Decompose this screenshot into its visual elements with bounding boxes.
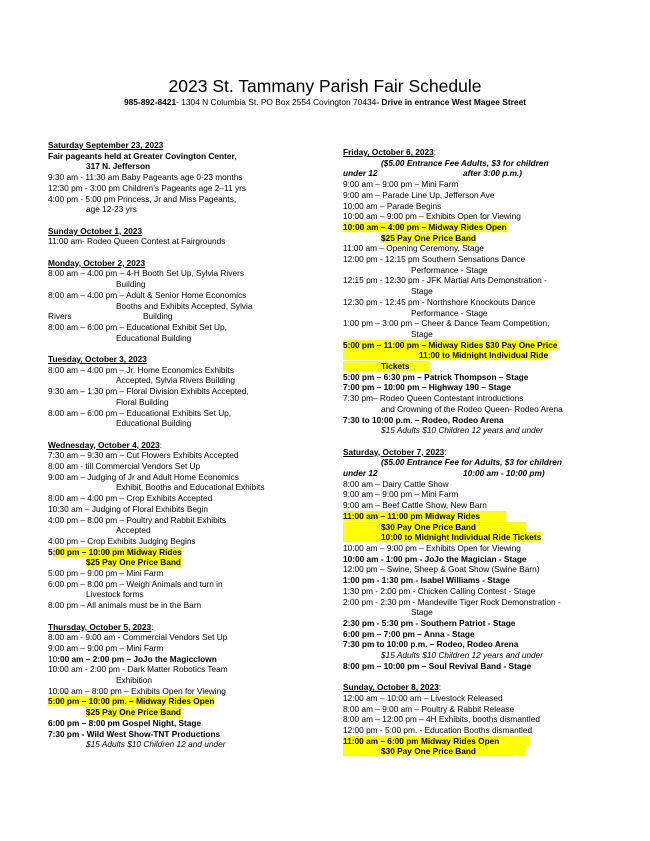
schedule-line: 6:00 pm – 8:00 pm – Weigh Animals and turn in bbox=[48, 578, 223, 589]
schedule-text: 10 bbox=[48, 653, 58, 664]
schedule-line: Booths and Exhibits Accepted, Sylvia bbox=[116, 300, 253, 311]
schedule-line: 8:00 am – 4:00 pm – Crop Exhibits Accepted bbox=[48, 493, 213, 504]
schedule-line: 4:00 pm – 8:00 pm – Poultry and Rabbit Exhibits bbox=[48, 514, 227, 525]
schedule-text: 10:00 am - 10:00 pm) bbox=[463, 468, 545, 479]
highlighted-text: 5:00 pm – 11:00 pm – Midway Rides $30 Pay One Price bbox=[343, 339, 558, 350]
schedule-line: 8:00 am – 6:00 pm – Educational Exhibit Set Up, bbox=[48, 321, 227, 332]
midway-highlight bbox=[343, 511, 611, 522]
page-title: 2023 St. Tammany Parish Fair Schedule bbox=[168, 76, 482, 96]
contact-line bbox=[0, 97, 650, 107]
schedule-text: 5 bbox=[48, 546, 53, 557]
schedule-line: Stage bbox=[411, 286, 433, 297]
day-heading: Thursday, October 5, 2023 bbox=[48, 621, 152, 632]
schedule-text: under 12 bbox=[343, 168, 378, 179]
day-section-sat-oct-7: Saturday, October 7, 2023: ($5.00 Entrance Fee for Adults, $3 for children under 12 10:00 am - 10:00 pm) 8:00 am – Dairy Cattle Show 9:00 am – 9:00 pm – Mini Farm 9:00 am – Beef Cattle Show, New Barn 11:00 am – 11:00 pm Midway Rides $30 Pay One Price Band 10:00 to Midnight Individual Ride Tickets 10:00 am – 9:00 pm – Exhibits Open for Viewing 10:00 am - 1:00 pm - JoJo the Magician - Stage 12:00 pm – Swine, Sheep & Goat Show (Swine Barn) 1:00 pm - 1:30 pm - Isabel Williams - Stage 1:30 pm - 2:00 pm - Chicken Calling Contest - Stage 2:00 pm - 2:30 pm - Mandeville Tiger Rock Demonstration - Stage 2:30 pm - 5:30 pm - Southern Patriot - Stage 6:00 pm – 7:00 pm – Anna - Stage 7:30 pm to 10:00 p.m. – Rodeo, Rodeo Arena $15 Adults $10 Children 12 years and under 8:00 pm – 10:00 pm – Soul Revival Band - Stage bbox=[343, 447, 611, 672]
schedule-line: 4:00 pm - 5:00 pm Princess, Jr and Miss Pageants, bbox=[48, 193, 237, 204]
schedule-line: 7:00 pm – 10:00 pm – Highway 190 – Stage bbox=[343, 382, 511, 393]
highlighted-text: $25 Pay One Price Band bbox=[86, 557, 182, 568]
day-section-wed-oct-4: Wednesday, October 4, 2023: 7:30 am – 9:30 am – Cut Flowers Exhibits Accepted 8:00 am - till Commercial Vendors Set Up 9:00 am – Judging of Jr and Adult Home Economics Exhibit, Booths and Educational Exhibits 8:00 am – 4:00 pm – Crop Exhibits Accepted 10:30 am – Judging of Floral Exhibits Begin 4:00 pm – 8:00 pm – Poultry and Rabbit Exhibits Accepted 4:00 pm – Crop Exhibits Judging Begins 5:00 pm – 10:00 pm Midway Rides $25 Pay One Price Band 5:00 pm – 9:00 pm – Mini Farm 6:00 pm – 8:00 pm – Weigh Animals and turn in Livestock forms 8:00 pm – All animals must be in the Barn bbox=[48, 440, 310, 611]
schedule-line: 8:00 am – 6:00 pm – Educational Exhibits Set Up, bbox=[48, 407, 232, 418]
schedule-line: 10:00 am – 9:00 pm – Exhibits Open for Viewing bbox=[343, 543, 521, 553]
highlighted-text: 11:00 am – 11:00 pm Midway Rides bbox=[343, 511, 506, 521]
schedule-line: Building bbox=[116, 279, 146, 290]
schedule-line: 7:30 pm– Rodeo Queen Contestant introductions bbox=[343, 393, 524, 404]
day-section-mon-oct-2 bbox=[48, 258, 310, 344]
schedule-line: 2:00 pm - 2:30 pm - Mandeville Tiger Rock Demonstration - bbox=[343, 596, 561, 607]
day-section-thu-oct-5: Thursday, October 5, 2023: 8:00 am - 9:00 am - Commercial Vendors Set Up 9:00 am – 9:00 pm – Mini Farm 10:00 am – 2:00 pm – JoJo the Magicclown 10:00 am - 2:00 pm - Dark Matter Robotics Team Exhibition 10:00 am – 8:00 pm – Exhibits Open for Viewing 5:00 pm – 10:00 pm. – Midway Rides Open $25 Pay One Price Band 6:00 pm – 8:00 pm Gospel Night, Stage 7:30 pm - Wild West Show-TNT Productions $15 Adults $10 Children 12 and under bbox=[48, 622, 310, 750]
schedule-line: 7:30 pm - Wild West Show-TNT Productions bbox=[48, 728, 221, 739]
highlighted-text: 11:00 to Midnight Individual Ride bbox=[343, 350, 548, 360]
schedule-line bbox=[48, 654, 310, 665]
schedule-text: after 3:00 p.m.) bbox=[463, 168, 523, 179]
schedule-line: 5:00 pm – 9:00 pm – Mini Farm bbox=[48, 568, 164, 579]
day-heading: Monday, October 2, 2023 bbox=[48, 257, 146, 268]
schedule-line: 12:00 pm - 12:15 pm Southern Sensations Dance bbox=[343, 254, 526, 265]
schedule-line: 9:30 am – 1:30 pm – Floral Division Exhibits Accepted, bbox=[48, 386, 249, 397]
midway-highlight bbox=[343, 532, 611, 543]
schedule-line: 7:30 pm to 10:00 p.m. – Rodeo, Rodeo Arena bbox=[343, 639, 519, 650]
schedule-text: :00 am – 2:00 pm – JoJo the Magicclown bbox=[57, 653, 217, 664]
schedule-line: 9:00 am – Judging of Jr and Adult Home Economics bbox=[48, 471, 239, 482]
day-heading: Saturday, October 7, 2023 bbox=[343, 446, 445, 457]
schedule-line: Stage bbox=[411, 607, 433, 618]
schedule-line: 9:00 am – Beef Cattle Show, New Barn bbox=[343, 500, 487, 511]
day-section-sun-oct-8: Sunday, October 8, 2023: 12:00 am – 10:00 am – Livestock Released 8:00 am – 9:00 am – Poultry & Rabbit Release 8:00 am – 12:00 pm – 4H Exhibits, booths dismantled 12:00 pm - 5:00 pm. - Education Booths dismantled 11:00 am – 6:00 pm Midway Rides Open $30 Pay One Price Band bbox=[343, 682, 611, 757]
midway-highlight bbox=[48, 696, 310, 707]
midway-highlight bbox=[343, 350, 611, 361]
schedule-line: 12:00 pm – Swine, Sheep & Goat Show (Swine Barn) bbox=[343, 564, 540, 575]
schedule-text: Building bbox=[143, 311, 173, 322]
schedule-line: 1:00 pm – 3:00 pm – Cheer & Dance Team Competition, bbox=[343, 318, 550, 329]
schedule-line: 6:00 pm – 7:00 pm – Anna - Stage bbox=[343, 628, 475, 639]
entrance-note: - Drive in entrance West Magee Street bbox=[376, 97, 527, 107]
schedule-line: Exhibit, Booths and Educational Exhibits bbox=[116, 482, 265, 493]
price-note: $15 Adults $10 Children 12 years and under bbox=[381, 425, 544, 436]
entrance-fee-note: ($5.00 Entrance Fee Adults, $3 for children bbox=[381, 157, 549, 168]
midway-highlight bbox=[343, 222, 611, 233]
schedule-line: 2:30 pm - 5:30 pm - Southern Patriot - Stage bbox=[343, 617, 516, 628]
schedule-line: Accepted bbox=[116, 525, 151, 536]
schedule-line: 7:30 am – 9:30 am – Cut Flowers Exhibits Accepted bbox=[48, 450, 239, 461]
highlighted-text: $25 Pay One Price Band bbox=[86, 707, 182, 718]
schedule-text: Rivers bbox=[48, 311, 72, 322]
schedule-line: 11:00 am – Opening Ceremony, Stage bbox=[343, 243, 484, 254]
schedule-line: 10:00 am – Parade Begins bbox=[343, 200, 442, 211]
schedule-line: Fair pageants held at Greater Covington Center, bbox=[48, 150, 237, 161]
schedule-line: 4:00 pm – Crop Exhibits Judging Begins bbox=[48, 535, 196, 546]
day-section-tue-oct-3 bbox=[48, 354, 310, 429]
left-column bbox=[48, 140, 310, 750]
schedule-line: 10:00 am - 1:00 pm - JoJo the Magician - Stage bbox=[343, 553, 527, 564]
entrance-fee-note: ($5.00 Entrance Fee for Adults, $3 for children bbox=[381, 457, 562, 468]
midway-highlight bbox=[48, 547, 310, 558]
schedule-line: 8:00 am – 12:00 pm – 4H Exhibits, booths dismantled bbox=[343, 714, 540, 725]
day-heading: Wednesday, October 4, 2023 bbox=[48, 439, 160, 450]
highlighted-text: Tickets bbox=[343, 361, 429, 371]
day-heading: Friday, October 6, 2023 bbox=[343, 147, 434, 157]
schedule-line: 9:00 am – Parade Line Up, Jefferson Ave bbox=[343, 189, 495, 200]
midway-highlight bbox=[343, 522, 611, 533]
midway-highlight bbox=[343, 233, 611, 244]
highlighted-text: $30 Pay One Price Band bbox=[343, 746, 526, 756]
midway-highlight bbox=[343, 361, 611, 372]
address: - 1304 N Columbia St. PO Box 2554 Covington 70434 bbox=[176, 97, 377, 107]
schedule-line: 8:00 am – 4:00 pm – Adult & Senior Home Economics bbox=[48, 289, 247, 300]
right-column bbox=[343, 147, 611, 757]
schedule-line: 8:00 am - till Commercial Vendors Set Up bbox=[48, 461, 201, 472]
schedule-line: 317 N. Jefferson bbox=[86, 161, 151, 172]
schedule-line: 8:00 pm – All animals must be in the Barn bbox=[48, 600, 202, 611]
schedule-line: 5:00 pm – 6:30 pm – Patrick Thompson – Stage bbox=[343, 371, 529, 382]
day-heading: Sunday October 1, 2023 bbox=[48, 225, 143, 236]
schedule-line: Performance - Stage bbox=[411, 307, 488, 318]
highlighted-text: 10:00 to Midnight Individual Ride Tickets bbox=[343, 532, 541, 542]
schedule-line: 12:15 pm - 12:30 pm - JFK Martial Arts Demonstration - bbox=[343, 275, 547, 286]
schedule-text: under 12 bbox=[343, 468, 378, 479]
price-note: $15 Adults $10 Children 12 years and under bbox=[381, 650, 544, 661]
schedule-line: Educational Building bbox=[116, 418, 192, 429]
schedule-line: Stage bbox=[411, 328, 433, 339]
day-section-sat-sep-23 bbox=[48, 140, 310, 215]
schedule-line: Floral Building bbox=[116, 396, 169, 407]
highlighted-text: 11:00 am – 6:00 pm Midway Rides Open bbox=[343, 736, 529, 746]
schedule-line: 12:30 pm - 12:45 pm - Northshore Knockouts Dance bbox=[343, 296, 536, 307]
entrance-fee-note bbox=[343, 168, 611, 179]
schedule-line: 8:00 pm – 10:00 pm – Soul Revival Band - Stage bbox=[343, 660, 532, 671]
schedule-line: 8:00 am – 4:00 pm – Jr. Home Economics Exhibits bbox=[48, 364, 234, 375]
midway-highlight bbox=[48, 557, 310, 568]
day-heading: Tuesday, October 3, 2023 bbox=[48, 354, 147, 365]
highlighted-text: 10:00 am – 4:00 pm – Midway Rides Open bbox=[343, 221, 507, 232]
highlighted-text: $30 Pay One Price Band bbox=[343, 522, 526, 532]
highlighted-text: $25 Pay One Price Band bbox=[381, 232, 477, 243]
schedule-line: 1:30 pm - 2:00 pm - Chicken Calling Contest - Stage bbox=[343, 585, 536, 596]
schedule-line: 12:00 am – 10:00 am – Livestock Released bbox=[343, 692, 503, 703]
schedule-line: Accepted, Sylvia Rivers Building bbox=[116, 375, 235, 386]
schedule-line: 12:00 pm - 5:00 pm. - Education Booths dismantled bbox=[343, 724, 533, 735]
schedule-line: 6:00 pm – 8:00 pm Gospel Night, Stage bbox=[48, 717, 202, 728]
schedule-line: 1:00 pm - 1:30 pm - Isabel Williams - Stage bbox=[343, 575, 510, 586]
schedule-line: 7:30 to 10:00 p.m. – Rodeo, Rodeo Arena bbox=[343, 414, 504, 425]
schedule-line: 10:00 am – 9:00 pm – Exhibits Open for Viewing bbox=[343, 211, 521, 222]
schedule-line: 10:30 am – Judging of Floral Exhibits Begin bbox=[48, 503, 209, 514]
schedule-line: 9:30 am - 11:30 am Baby Pageants age 0-23 months bbox=[48, 172, 243, 183]
schedule-line: Performance - Stage bbox=[411, 264, 488, 275]
schedule-line: 8:00 am - 9:00 am - Commercial Vendors Set Up bbox=[48, 632, 228, 643]
schedule-line bbox=[48, 311, 310, 322]
schedule-line: 8:00 am – 4:00 pm – 4-H Booth Set Up, Sylvia Rivers bbox=[48, 268, 244, 279]
schedule-line: 10:00 am - 2:00 pm - Dark Matter Robotics Team bbox=[48, 664, 228, 675]
midway-highlight bbox=[343, 746, 611, 757]
price-note: $15 Adults $10 Children 12 and under bbox=[86, 739, 226, 750]
schedule-line: 12:30 pm - 3:00 pm Children’s Pageants age 2–11 yrs bbox=[48, 182, 247, 193]
highlighted-text: 5:00 pm – 10:00 pm. – Midway Rides Open bbox=[48, 696, 215, 707]
schedule-line: 9:00 am – 9:00 pm – Mini Farm bbox=[343, 489, 459, 500]
day-heading: Sunday, October 8, 2023 bbox=[343, 682, 439, 693]
day-section-fri-oct-6: Friday, October 6, 2023: ($5.00 Entrance Fee Adults, $3 for children under 12 after 3:00 p.m.) 9:00 am – 9:00 pm – Mini Farm 9:00 am – Parade Line Up, Jefferson Ave 10:00 am – Parade Begins 10:00 am – 9:00 pm – Exhibits Open for Viewing 10:00 am – 4:00 pm – Midway Rides Open $25 Pay One Price Band 11:00 am – Opening Ceremony, Stage 12:00 pm - 12:15 pm Southern Sensations Dance Performance - Stage 12:15 pm - 12:30 pm - JFK Martial Arts Demonstration - Stage 12:30 pm - 12:45 pm - Northshore Knockouts Dance Performance - Stage 1:00 pm – 3:00 pm – Cheer & Dance Team Competition, Stage 5:00 pm – 11:00 pm – Midway Rides $30 Pay One Price 11:00 to Midnight Individual Ride Tickets 5:00 pm – 6:30 pm – Patrick Thompson – Stage 7:00 pm – 10:00 pm – Highway 190 – Stage 7:30 pm– Rodeo Queen Contestant introductions and Crowning of the Rodeo Queen- Rodeo Arena 7:30 to 10:00 p.m. – Rodeo, Rodeo Arena $15 Adults $10 Children 12 years and under bbox=[343, 147, 611, 436]
schedule-line: 8:00 am – 9:00 am – Poultry & Rabbit Release bbox=[343, 703, 515, 714]
midway-highlight bbox=[343, 736, 611, 747]
schedule-line: Livestock forms bbox=[86, 589, 144, 600]
schedule-line: 9:00 am – 9:00 pm – Mini Farm bbox=[343, 179, 459, 190]
midway-highlight bbox=[343, 340, 611, 351]
entrance-fee-note bbox=[343, 468, 611, 479]
schedule-line: 9:00 am – 9:00 pm – Mini Farm bbox=[48, 642, 164, 653]
day-section-sun-oct-1 bbox=[48, 226, 310, 247]
midway-highlight bbox=[48, 707, 310, 718]
phone-number: 985-892-8421 bbox=[123, 97, 177, 107]
schedule-line: age 12-23 yrs bbox=[86, 204, 137, 215]
schedule-line: 11:00 am- Rodeo Queen Contest at Fairgrounds bbox=[48, 236, 226, 247]
schedule-line: Exhibition bbox=[116, 675, 152, 686]
schedule-line: 10:00 am – 8:00 pm – Exhibits Open for Viewing bbox=[48, 685, 226, 696]
schedule-line: Educational Building bbox=[116, 332, 192, 343]
day-heading: Saturday September 23, 2023 bbox=[48, 140, 164, 150]
schedule-line: and Crowning of the Rodeo Queen- Rodeo Arena bbox=[381, 403, 563, 414]
schedule-line: 8:00 am – Dairy Cattle Show bbox=[343, 478, 449, 489]
highlighted-text: :00 pm – 10:00 pm Midway Rides bbox=[52, 546, 182, 557]
